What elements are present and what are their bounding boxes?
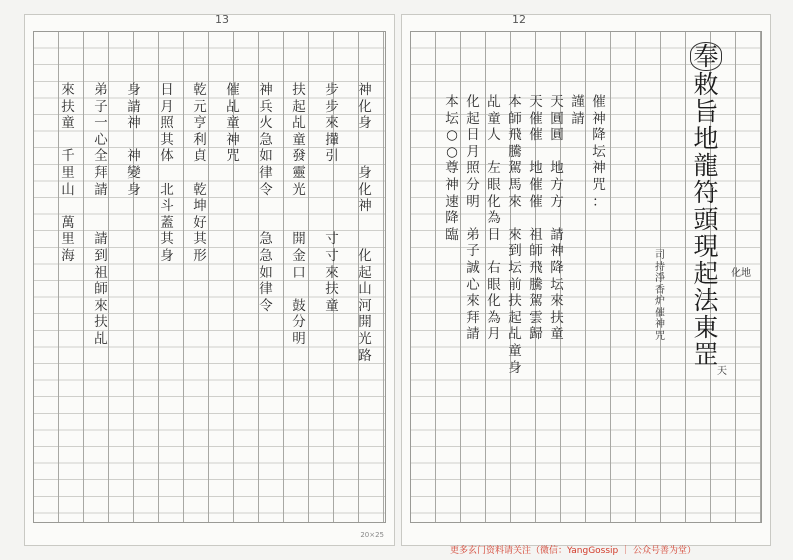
title-char: 法 [693, 286, 719, 315]
title-char: 龍 [693, 151, 719, 180]
page-number-right: 12 [512, 13, 526, 26]
right-column-3: 天 圓 圓 地 方 方 請 神 降 坛 來 扶 童 [550, 94, 564, 343]
right-column-6: 乩 童 人 左 眼 化 為 日 右 眼 化 為 月 [487, 94, 501, 343]
note-char: 淨 [655, 273, 665, 284]
right-column-7: 化 起 日 月 照 分 明 弟 子 誠 心 來 拜 請 [466, 94, 480, 343]
right-page [401, 14, 771, 546]
title-char: 頭 [693, 205, 719, 234]
title-side-note: 化地 [731, 268, 751, 279]
small-note [653, 250, 667, 342]
title-char: 地 [693, 124, 719, 153]
left-column-4: 神 兵 火 急 如 律 令 急 急 如 律 令 [259, 82, 273, 314]
page-number-left: 13 [215, 13, 229, 26]
corner-mark: 20×25 [360, 531, 384, 539]
right-column-8: 本 坛 ○ ○ 尊 神 速 降 臨 [445, 94, 459, 243]
title-char: 符 [693, 178, 719, 207]
right-grid [410, 31, 762, 523]
left-column-1: 神 化 身 身 化 神 化 起 山 河 開 光 路 [358, 82, 372, 364]
note-char: 持 [655, 261, 665, 273]
right-column-4: 天 催 催 地 催 催 祖 師 飛 騰 駕 雲 歸 [529, 94, 543, 343]
right-column-1: 催 神 降 坛 神 咒 ： [592, 94, 606, 210]
watermark: 更多玄门资料请关注（微信：YangGossip ｜ 公众号善为堂） [450, 546, 696, 556]
left-column-7: 日 月 照 其 体 北 斗 蓋 其 身 [160, 82, 174, 264]
title-char: 現 [693, 232, 719, 261]
left-page [24, 14, 395, 546]
left-column-6: 乾 元 亨 利 貞 乾 坤 好 其 形 [193, 82, 207, 264]
left-column-3: 扶 起 乩 童 發 靈 光 開 金 口 鼓 分 明 [292, 82, 306, 347]
left-grid [33, 31, 386, 523]
note-char: 司 [655, 250, 665, 261]
left-column-9: 弟 子 一 心 全 拜 請 請 到 祖 師 來 扶 乩 [94, 82, 108, 347]
left-column-10: 來 扶 童 千 里 山 萬 里 海 [61, 82, 75, 264]
right-column-2: 謹 請 [571, 94, 585, 127]
title-char: 起 [693, 259, 719, 288]
note-char: 香 [655, 284, 665, 296]
title-char: 奉 [690, 42, 721, 71]
left-column-8: 身 請 神 神 變 身 [127, 82, 141, 198]
title-tail-note: 天 [717, 366, 727, 377]
title-char: 敕 [693, 70, 719, 99]
title-char: 東 [693, 313, 719, 342]
note-char: 咒 [655, 330, 665, 342]
left-column-2: 步 步 來 攆 引 寸 寸 來 扶 童 [325, 82, 339, 314]
decree-title [679, 42, 733, 368]
left-column-5: 催 乩 童 神 咒 [226, 82, 240, 165]
right-column-5: 本 師 飛 騰 駕 馬 來 來 到 坛 前 扶 起 乩 童 身 [508, 94, 522, 376]
title-char: 旨 [693, 97, 719, 126]
title-char: 罡 [693, 340, 719, 369]
note-char: 催 [655, 307, 665, 319]
note-char: 神 [655, 319, 665, 330]
note-char: 炉 [655, 296, 665, 307]
